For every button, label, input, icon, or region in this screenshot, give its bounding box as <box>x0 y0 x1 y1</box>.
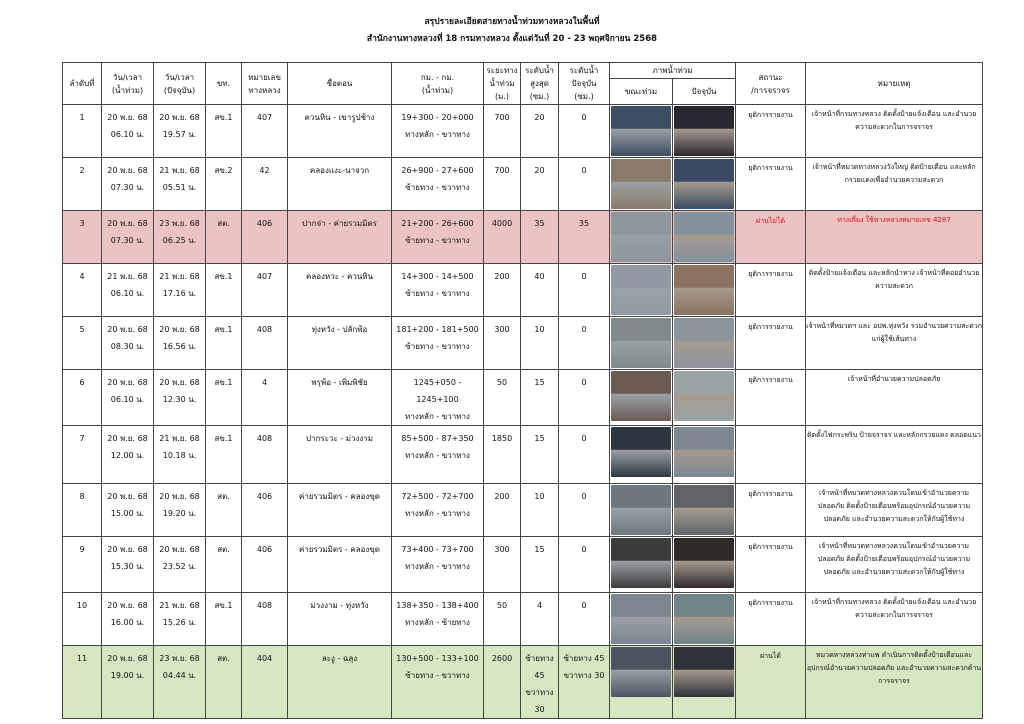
table-row <box>63 105 983 158</box>
cell-distance: 200 <box>484 484 521 537</box>
cell-distance: 200 <box>484 264 521 317</box>
flood-photo[interactable] <box>611 538 671 588</box>
cell-photo-now <box>673 317 736 370</box>
header-section: ชื่อตอน <box>288 63 392 105</box>
flood-photo[interactable] <box>611 265 671 315</box>
cell-flood-time: 20 พ.ย. 68 15.00 น. <box>102 484 154 537</box>
cell-status: ผ่านไม่ได้ <box>736 211 806 264</box>
header-now-time: วัน/เวลา (ปัจจุบัน) <box>154 63 206 105</box>
cell-status: ยุติการรายงาน <box>736 370 806 426</box>
cell-km: 181+200 - 181+500 ซ้ายทาง - ขวาทาง <box>392 317 484 370</box>
cell-photo-flood <box>610 158 673 211</box>
header-photo-flood: ขณะท่วม <box>610 79 673 105</box>
cell-photo-flood <box>610 264 673 317</box>
header-current-level: ระดับน้ำ ปัจจุบัน (ซม.) <box>559 63 610 105</box>
cell-flood-time: 20 พ.ย. 68 07.30 น. <box>102 211 154 264</box>
cell-photo-flood <box>610 646 673 719</box>
cell-photo-now <box>673 593 736 646</box>
current-photo[interactable] <box>674 538 734 588</box>
table-row <box>63 264 983 317</box>
cell-district: สข.2 <box>206 158 242 211</box>
cell-flood-time: 20 พ.ย. 68 08.30 น. <box>102 317 154 370</box>
cell-now-time: 20 พ.ย. 68 12.30 น. <box>154 370 206 426</box>
cell-distance: 300 <box>484 317 521 370</box>
header-photos: ภาพน้ำท่วม <box>610 63 736 79</box>
cell-road: 406 <box>242 211 288 264</box>
current-photo[interactable] <box>674 427 734 477</box>
cell-seq: 1 <box>63 105 102 158</box>
cell-status: ยุติการรายงาน <box>736 537 806 593</box>
cell-max-level: 15 <box>521 537 559 593</box>
cell-current-level: 0 <box>559 264 610 317</box>
cell-photo-now <box>673 158 736 211</box>
flood-photo[interactable] <box>611 212 671 262</box>
cell-photo-flood <box>610 484 673 537</box>
cell-road: 406 <box>242 484 288 537</box>
header-distance: ระยะทาง น้ำท่วม (ม.) <box>484 63 521 105</box>
page-subtitle: สำนักงานทางหลวงที่ 18 กรมทางหลวง ตั้งแต่วันที่ 20 - 23 พฤศจิกายน 2568 <box>366 34 658 44</box>
current-photo[interactable] <box>674 212 734 262</box>
cell-max-level: 35 <box>521 211 559 264</box>
header-km: กม. - กม. (น้ำท่วม) <box>392 63 484 105</box>
cell-road: 404 <box>242 646 288 719</box>
cell-status: ยุติการรายงาน <box>736 593 806 646</box>
cell-photo-flood <box>610 593 673 646</box>
table-row <box>63 646 983 719</box>
flood-table <box>62 62 983 719</box>
cell-km: 14+300 - 14+500 ซ้ายทาง - ขวาทาง <box>392 264 484 317</box>
cell-distance: 50 <box>484 593 521 646</box>
cell-km: 19+300 - 20+000 ทางหลัก - ขวาทาง <box>392 105 484 158</box>
cell-now-time: 23 พ.ย. 68 04.44 น. <box>154 646 206 719</box>
cell-seq: 6 <box>63 370 102 426</box>
cell-km: 1245+050 - 1245+100 ทางหลัก - ขวาทาง <box>392 370 484 426</box>
cell-status: ยุติการรายงาน <box>736 317 806 370</box>
cell-district: สข.1 <box>206 593 242 646</box>
cell-now-time: 21 พ.ย. 68 17.16 น. <box>154 264 206 317</box>
table-row <box>63 484 983 537</box>
cell-now-time: 23 พ.ย. 68 06.25 น. <box>154 211 206 264</box>
cell-distance: 300 <box>484 537 521 593</box>
cell-section: พรุพ้อ - เพิ่มพิชัย <box>288 370 392 426</box>
cell-seq: 3 <box>63 211 102 264</box>
cell-section: คลองหวะ - ควนหิน <box>288 264 392 317</box>
cell-current-level: 0 <box>559 370 610 426</box>
cell-km: 73+400 - 73+700 ทางหลัก - ขวาทาง <box>392 537 484 593</box>
header-district: ขท. <box>206 63 242 105</box>
current-photo[interactable] <box>674 594 734 644</box>
cell-status <box>736 426 806 484</box>
cell-photo-flood <box>610 105 673 158</box>
cell-status: ยุติการรายงาน <box>736 264 806 317</box>
cell-photo-now <box>673 426 736 484</box>
cell-distance: 1850 <box>484 426 521 484</box>
cell-seq: 5 <box>63 317 102 370</box>
cell-road: 408 <box>242 426 288 484</box>
cell-current-level: 0 <box>559 317 610 370</box>
cell-max-level: 20 <box>521 105 559 158</box>
cell-seq: 9 <box>63 537 102 593</box>
cell-road: 408 <box>242 317 288 370</box>
cell-distance: 700 <box>484 105 521 158</box>
cell-current-level: 0 <box>559 426 610 484</box>
table-row <box>63 317 983 370</box>
cell-remark: ติดตั้งไฟกระพริบ ป้ายจราจร และหลักกรวยแดง ตลอดแนว <box>806 426 983 484</box>
cell-section: ควนหิน - เขารูปช้าง <box>288 105 392 158</box>
cell-current-level: 0 <box>559 537 610 593</box>
cell-remark: เจ้าหน้าที่หมวดทางหลวงควนโดนเข้าอำนวยความปลอดภัย ติดตั้งป้ายเตือนพร้อมอุปกรณ์อำนวยความปลอดภัย และอำนวยความสะดวกให้กับผู้ใช้ทาง <box>806 537 983 593</box>
cell-distance: 50 <box>484 370 521 426</box>
cell-district: สข.1 <box>206 264 242 317</box>
cell-max-level: 15 <box>521 370 559 426</box>
table-row <box>63 211 983 264</box>
cell-remark: เจ้าหน้าที่หมวดทางหลวงควนโดนเข้าอำนวยความปลอดภัย ติดตั้งป้ายเตือนพร้อมอุปกรณ์อำนวยความปลอดภัย และอำนวยความสะดวกให้กับผู้ใช้ทาง <box>806 484 983 537</box>
cell-max-level: 15 <box>521 426 559 484</box>
cell-flood-time: 20 พ.ย. 68 16.00 น. <box>102 593 154 646</box>
cell-status: ยุติการรายงาน <box>736 105 806 158</box>
cell-current-level: 35 <box>559 211 610 264</box>
cell-seq: 11 <box>63 646 102 719</box>
cell-status: ผ่านได้ <box>736 646 806 719</box>
cell-km: 21+200 - 26+600 ซ้ายทาง - ขวาทาง <box>392 211 484 264</box>
cell-photo-now <box>673 646 736 719</box>
cell-distance: 2600 <box>484 646 521 719</box>
cell-flood-time: 20 พ.ย. 68 19.00 น. <box>102 646 154 719</box>
cell-distance: 700 <box>484 158 521 211</box>
cell-remark: เจ้าหน้าที่กรมทางหลวง ติดตั้งป้ายแจ้งเตือน และอำนวยความสะดวกในการจราจร <box>806 105 983 158</box>
flood-photo[interactable] <box>611 647 671 697</box>
table-row <box>63 370 983 426</box>
cell-section: ทุ่งหวัง - ปลักพ้อ <box>288 317 392 370</box>
flood-photo[interactable] <box>611 485 671 535</box>
flood-photo[interactable] <box>611 318 671 368</box>
table-row <box>63 537 983 593</box>
cell-current-level: 0 <box>559 484 610 537</box>
header-road: หมายเลข ทางหลวง <box>242 63 288 105</box>
cell-km: 85+500 - 87+350 ทางหลัก - ขวาทาง <box>392 426 484 484</box>
header-remark: หมายเหตุ <box>806 63 983 105</box>
cell-district: สข.1 <box>206 105 242 158</box>
cell-km: 138+350 - 138+400 ทางหลัก - ซ้ายทาง <box>392 593 484 646</box>
cell-photo-now <box>673 370 736 426</box>
cell-remark: เจ้าหน้าที่หมวดทางหลวงวังใหญ่ ติดป้ายเตือน และหลักกรวยแดงเพื่ออำนวยความสะดวก <box>806 158 983 211</box>
table-row <box>63 593 983 646</box>
cell-seq: 7 <box>63 426 102 484</box>
cell-now-time: 20 พ.ย. 68 16.56 น. <box>154 317 206 370</box>
cell-max-level: 4 <box>521 593 559 646</box>
header-seq: ลำดับที่ <box>63 63 102 105</box>
cell-district: สต. <box>206 646 242 719</box>
cell-seq: 10 <box>63 593 102 646</box>
table-row <box>63 158 983 211</box>
cell-road: 42 <box>242 158 288 211</box>
cell-current-level: 0 <box>559 105 610 158</box>
cell-max-level: 10 <box>521 317 559 370</box>
flood-photo[interactable] <box>611 371 671 421</box>
cell-photo-flood <box>610 211 673 264</box>
cell-flood-time: 20 พ.ย. 68 06.10 น. <box>102 105 154 158</box>
cell-flood-time: 20 พ.ย. 68 07.30 น. <box>102 158 154 211</box>
cell-max-level: ซ้ายทาง 45 ขวาทาง 30 <box>521 646 559 719</box>
table-row <box>63 426 983 484</box>
current-photo[interactable] <box>674 106 734 156</box>
cell-remark: เจ้าหน้าที่อำนวยความปลอดภัย <box>806 370 983 426</box>
cell-district: สข.1 <box>206 317 242 370</box>
current-photo[interactable] <box>674 265 734 315</box>
cell-status: ยุติการรายงาน <box>736 158 806 211</box>
current-photo[interactable] <box>674 647 734 697</box>
cell-seq: 2 <box>63 158 102 211</box>
cell-district: สต. <box>206 484 242 537</box>
cell-now-time: 21 พ.ย. 68 15.26 น. <box>154 593 206 646</box>
cell-road: 408 <box>242 593 288 646</box>
cell-km: 26+900 - 27+600 ซ้ายทาง - ขวาทาง <box>392 158 484 211</box>
cell-max-level: 10 <box>521 484 559 537</box>
cell-flood-time: 20 พ.ย. 68 15.30 น. <box>102 537 154 593</box>
cell-district: สต. <box>206 537 242 593</box>
cell-flood-time: 20 พ.ย. 68 06.10 น. <box>102 370 154 426</box>
page-title: สรุปรายละเอียดสายทางน้ำท่วมทางหลวงในพื้นที่ <box>424 17 600 27</box>
cell-seq: 8 <box>63 484 102 537</box>
cell-remark: หมวดทางหลวงท่าแพ ดำเนินการติดตั้งป้ายเตือนและอุปกรณ์อำนวยความปลอดภัย และอำนวยความสะดวกด้านการจราจร <box>806 646 983 719</box>
cell-current-level: ซ้ายทาง 45 ขวาทาง 30 <box>559 646 610 719</box>
flood-photo[interactable] <box>611 106 671 156</box>
cell-max-level: 40 <box>521 264 559 317</box>
cell-remark: ทางเลี่ยง ใช้ทางหลวงหมายเลข 4287 <box>806 211 983 264</box>
cell-now-time: 21 พ.ย. 68 05.51 น. <box>154 158 206 211</box>
flood-photo[interactable] <box>611 159 671 209</box>
cell-road: 4 <box>242 370 288 426</box>
current-photo[interactable] <box>674 159 734 209</box>
cell-current-level: 0 <box>559 593 610 646</box>
cell-now-time: 20 พ.ย. 68 19.57 น. <box>154 105 206 158</box>
cell-now-time: 20 พ.ย. 68 23.52 น. <box>154 537 206 593</box>
header-photo-now: ปัจจุบัน <box>673 79 736 105</box>
cell-district: สต. <box>206 211 242 264</box>
cell-photo-now <box>673 211 736 264</box>
flood-photo[interactable] <box>611 427 671 477</box>
header-max-level: ระดับน้ำ สูงสุด (ซม.) <box>521 63 559 105</box>
cell-photo-now <box>673 484 736 537</box>
cell-section: ม่วงงาม - ทุ่งหวัง <box>288 593 392 646</box>
cell-seq: 4 <box>63 264 102 317</box>
flood-photo[interactable] <box>611 594 671 644</box>
cell-road: 407 <box>242 105 288 158</box>
cell-photo-flood <box>610 537 673 593</box>
cell-max-level: 20 <box>521 158 559 211</box>
cell-section: คลองแงะ-นาจวก <box>288 158 392 211</box>
cell-remark: ติดตั้งป้ายแจ้งเตือน และหลักนำทาง เจ้าหน้าที่คอยอำนวยความสะดวก <box>806 264 983 317</box>
cell-photo-flood <box>610 426 673 484</box>
cell-status: ยุติการรายงาน <box>736 484 806 537</box>
cell-section: ละงู - ฉลุง <box>288 646 392 719</box>
cell-road: 406 <box>242 537 288 593</box>
cell-now-time: 21 พ.ย. 68 10.18 น. <box>154 426 206 484</box>
cell-section: ปากจ่า - ค่ายรวมมิตร <box>288 211 392 264</box>
current-photo[interactable] <box>674 371 734 421</box>
cell-photo-flood <box>610 370 673 426</box>
header-status: สถานะ /การจราจร <box>736 63 806 105</box>
cell-photo-now <box>673 105 736 158</box>
cell-remark: เจ้าหน้าที่กรมทางหลวง ติดตั้งป้ายแจ้งเตือน และอำนวยความสะดวกในการจราจร <box>806 593 983 646</box>
cell-photo-now <box>673 264 736 317</box>
cell-current-level: 0 <box>559 158 610 211</box>
cell-km: 130+500 - 133+100 ซ้ายทาง - ขวาทาง <box>392 646 484 719</box>
cell-section: ปากระวะ - ม่วงงาม <box>288 426 392 484</box>
cell-flood-time: 20 พ.ย. 68 12.00 น. <box>102 426 154 484</box>
cell-district: สข.1 <box>206 426 242 484</box>
cell-section: ค่ายรวมมิตร - คลองขุด <box>288 537 392 593</box>
cell-photo-flood <box>610 317 673 370</box>
cell-km: 72+500 - 72+700 ทางหลัก - ขวาทาง <box>392 484 484 537</box>
current-photo[interactable] <box>674 485 734 535</box>
cell-section: ค่ายรวมมิตร - คลองขุด <box>288 484 392 537</box>
cell-district: สข.1 <box>206 370 242 426</box>
cell-flood-time: 21 พ.ย. 68 06.10 น. <box>102 264 154 317</box>
cell-remark: เจ้าหน้าที่หมวดฯ และ อปพ.ทุ่งหวัง ร่วมอำนวยความสะดวก แก่ผู้ใช้เส้นทาง <box>806 317 983 370</box>
cell-road: 407 <box>242 264 288 317</box>
current-photo[interactable] <box>674 318 734 368</box>
cell-distance: 4000 <box>484 211 521 264</box>
header-flood-time: วัน/เวลา (น้ำท่วม) <box>102 63 154 105</box>
cell-now-time: 20 พ.ย. 68 19.20 น. <box>154 484 206 537</box>
cell-photo-now <box>673 537 736 593</box>
